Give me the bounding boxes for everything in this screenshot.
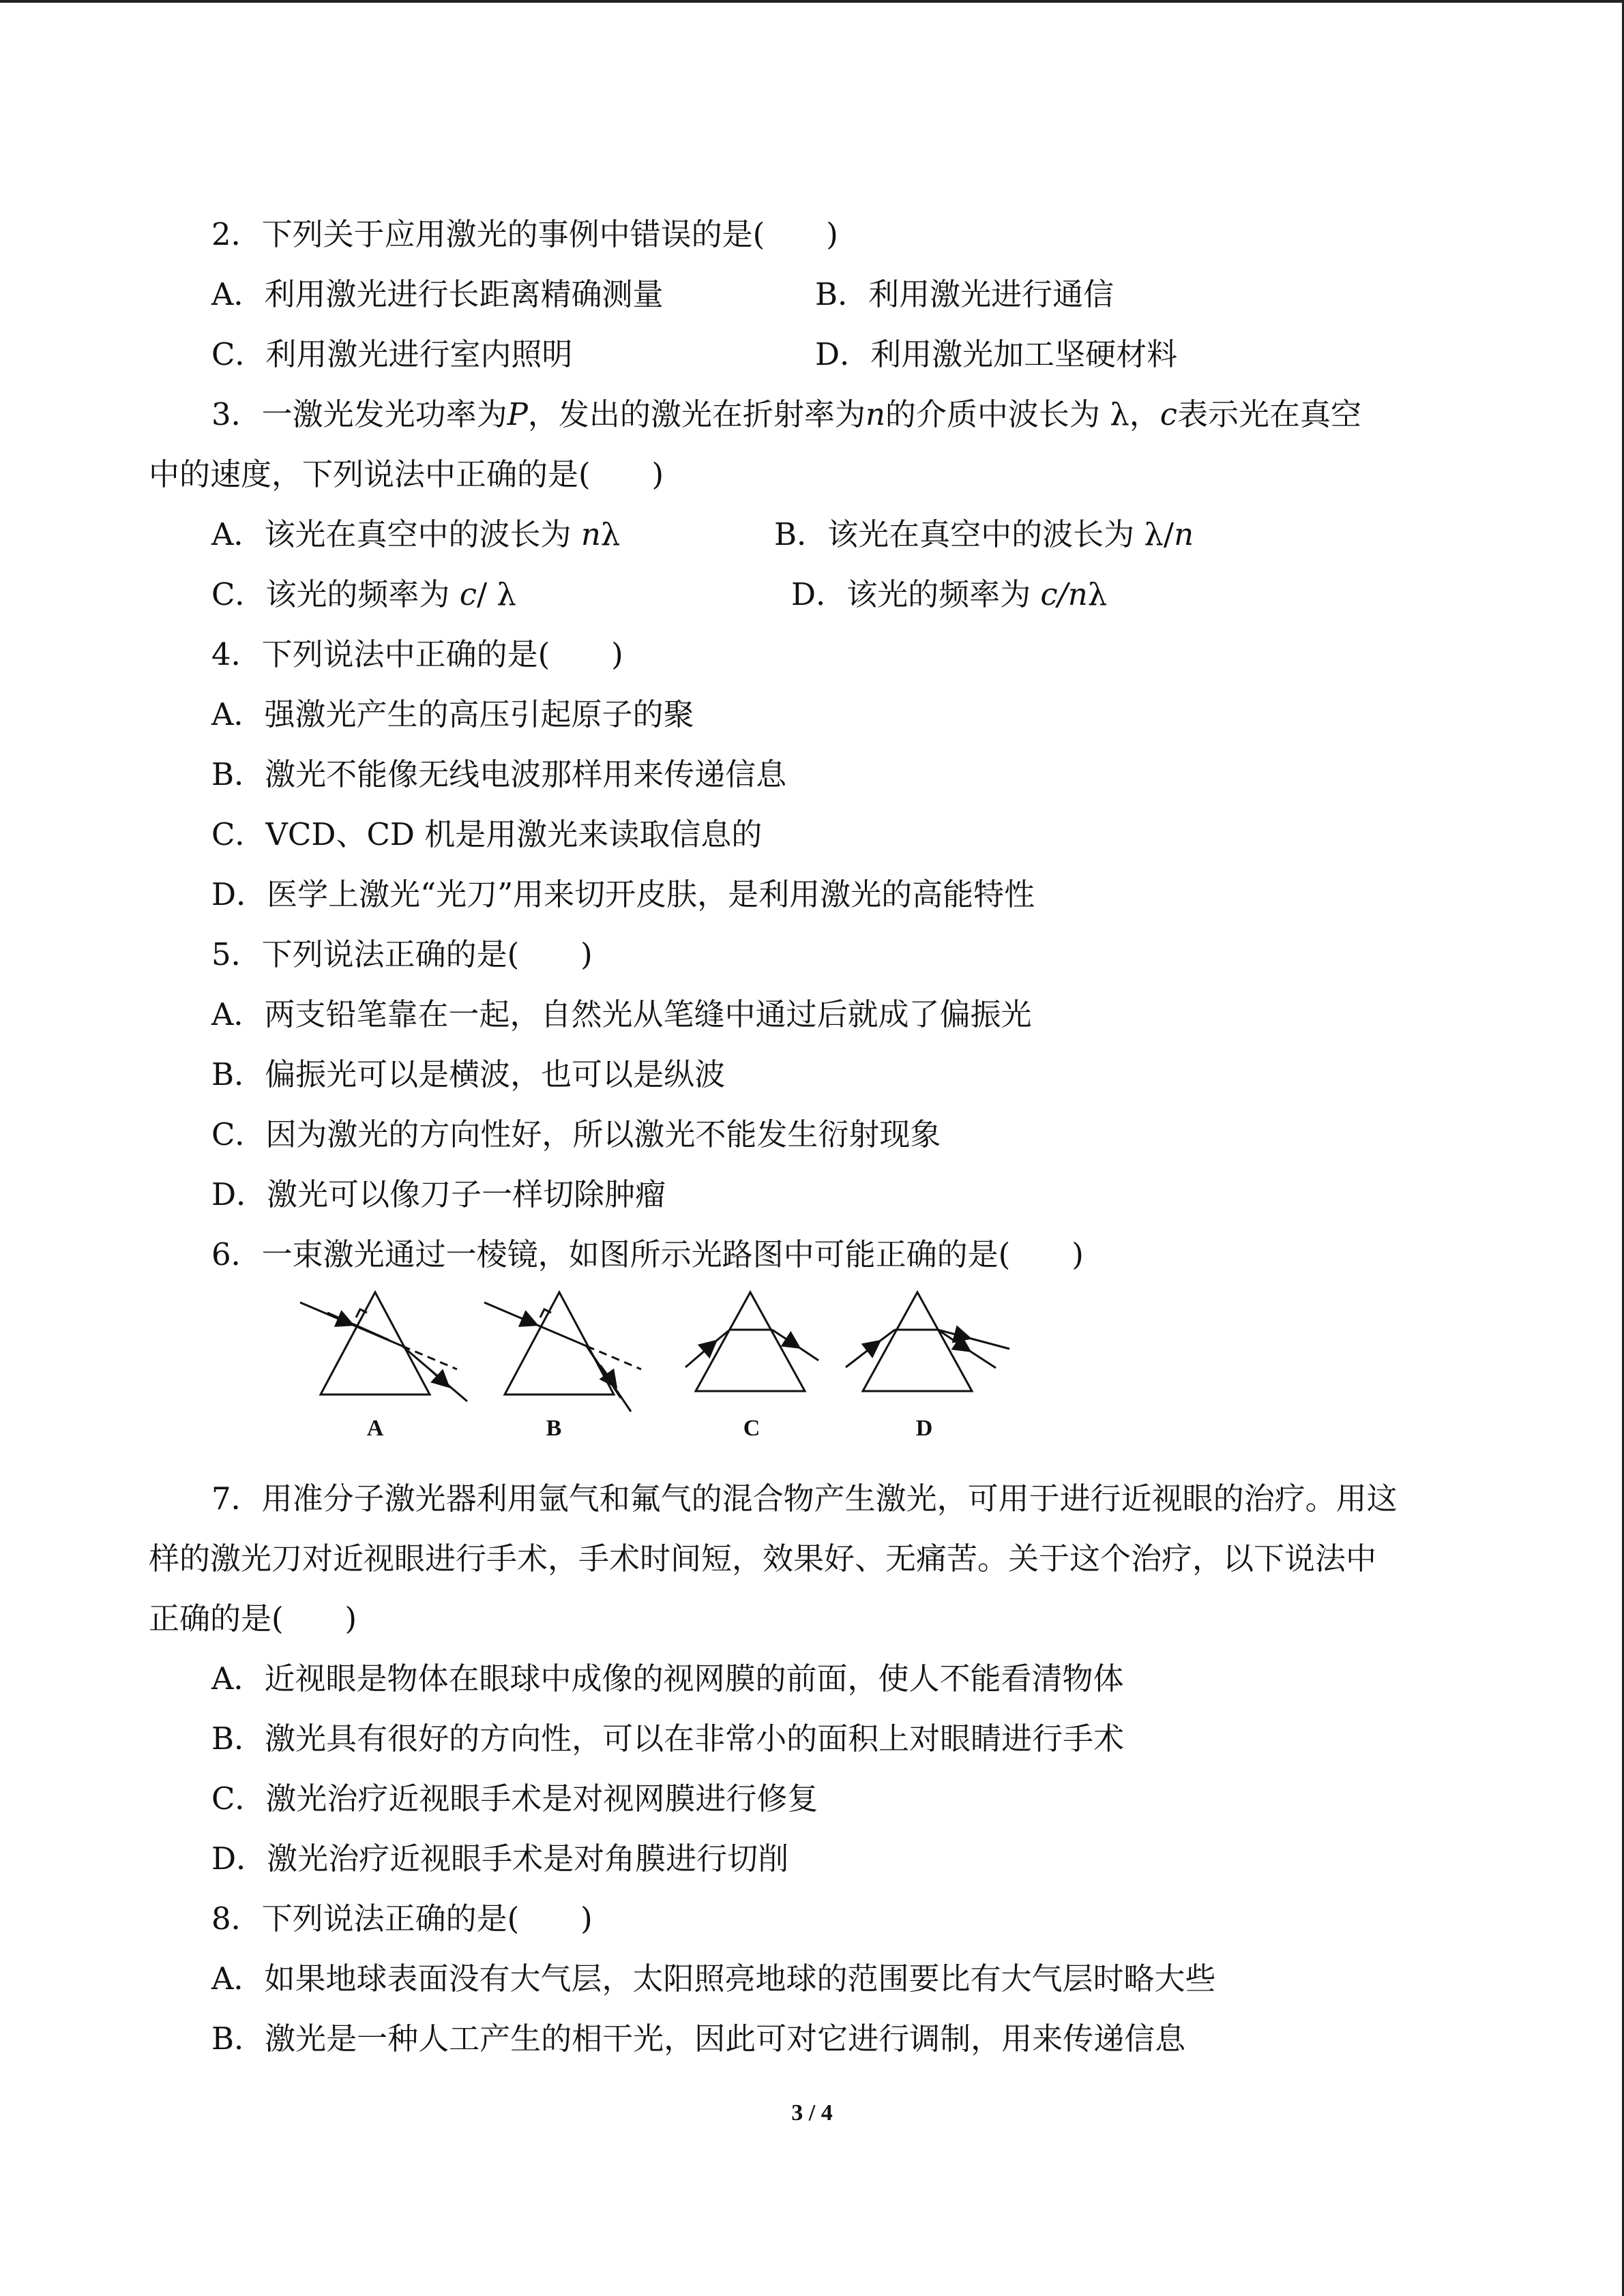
q8-option-a: A．如果地球表面没有大气层，太阳照亮地球的范围要比有大气层时略大些 [211,1960,1216,1997]
q4-option-a: A．强激光产生的高压引起原子的聚 [211,696,694,732]
q7-stem-line3: 正确的是( ) [149,1600,357,1637]
q4-option-b: B．激光不能像无线电波那样用来传递信息 [211,756,787,792]
q2-option-b: B．利用激光进行通信 [815,276,1114,312]
prism-diagram-d [846,1292,1009,1391]
q3-option-c: C．该光的频率为 c/ λ [211,576,516,612]
q5-option-b: B．偏振光可以是横波，也可以是纵波 [211,1056,726,1092]
q3-option-d: D．该光的频率为 c/nλ [791,576,1108,612]
q5-option-d: D．激光可以像刀子一样切除肿瘤 [211,1176,666,1212]
q7-option-a: A．近视眼是物体在眼球中成像的视网膜的前面，使人不能看清物体 [211,1660,1124,1697]
top-border [0,0,1624,3]
q8-option-b: B．激光是一种人工产生的相干光，因此可对它进行调制，用来传递信息 [211,2021,1186,2057]
q7-option-b: B．激光具有很好的方向性，可以在非常小的面积上对眼睛进行手术 [211,1720,1125,1757]
prism-figure [286,1282,1064,1452]
q8-stem: 8．下列说法正确的是( ) [211,1900,593,1937]
q5-stem: 5．下列说法正确的是( ) [211,936,593,972]
q5-option-a: A．两支铅笔靠在一起，自然光从笔缝中通过后就成了偏振光 [211,996,1032,1032]
figure-label-a: A [366,1416,384,1441]
prism-diagram-a [300,1292,467,1401]
q2-option-c: C．利用激光进行室内照明 [211,336,573,372]
figure-label-d: D [915,1416,933,1441]
q6-stem: 6．一束激光通过一棱镜，如图所示光路图中可能正确的是( ) [211,1236,1084,1272]
q7-stem-line1: 7．用准分子激光器利用氩气和氟气的混合物产生激光，可用于进行近视眼的治疗。用这 [211,1480,1398,1517]
q3-stem-line2: 中的速度，下列说法中正确的是( ) [149,456,664,492]
page-number: 3 / 4 [791,2100,833,2126]
q3-stem: 3．一激光发光功率为P，发出的激光在折射率为n的介质中波长为 λ，c表示光在真空 [211,396,1361,432]
figure-label-c: C [743,1416,761,1441]
q2-option-d: D．利用激光加工坚硬材料 [815,336,1178,372]
q4-option-c: C．VCD、CD 机是用激光来读取信息的 [211,816,763,852]
q7-option-c: C．激光治疗近视眼手术是对视网膜进行修复 [211,1780,818,1817]
prism-diagram-b [484,1292,641,1412]
q4-stem: 4．下列说法中正确的是( ) [211,636,623,672]
q7-stem-line2: 样的激光刀对近视眼进行手术，手术时间短，效果好、无痛苦。关于这个治疗，以下说法中 [149,1540,1377,1577]
q5-option-c: C．因为激光的方向性好，所以激光不能发生衍射现象 [211,1116,941,1152]
q2-stem: 2．下列关于应用激光的事例中错误的是( ) [211,216,838,252]
q4-option-d: D．医学上激光“光刀”用来切开皮肤，是利用激光的高能特性 [211,876,1035,912]
q2-option-a: A．利用激光进行长距离精确测量 [211,276,664,312]
q3-option-b: B．该光在真空中的波长为 λ/n [774,516,1194,552]
q7-option-d: D．激光治疗近视眼手术是对角膜进行切削 [211,1840,789,1877]
q3-option-a: A．该光在真空中的波长为 nλ [211,516,621,552]
prism-diagram-c [685,1292,818,1391]
figure-label-b: B [546,1416,562,1441]
